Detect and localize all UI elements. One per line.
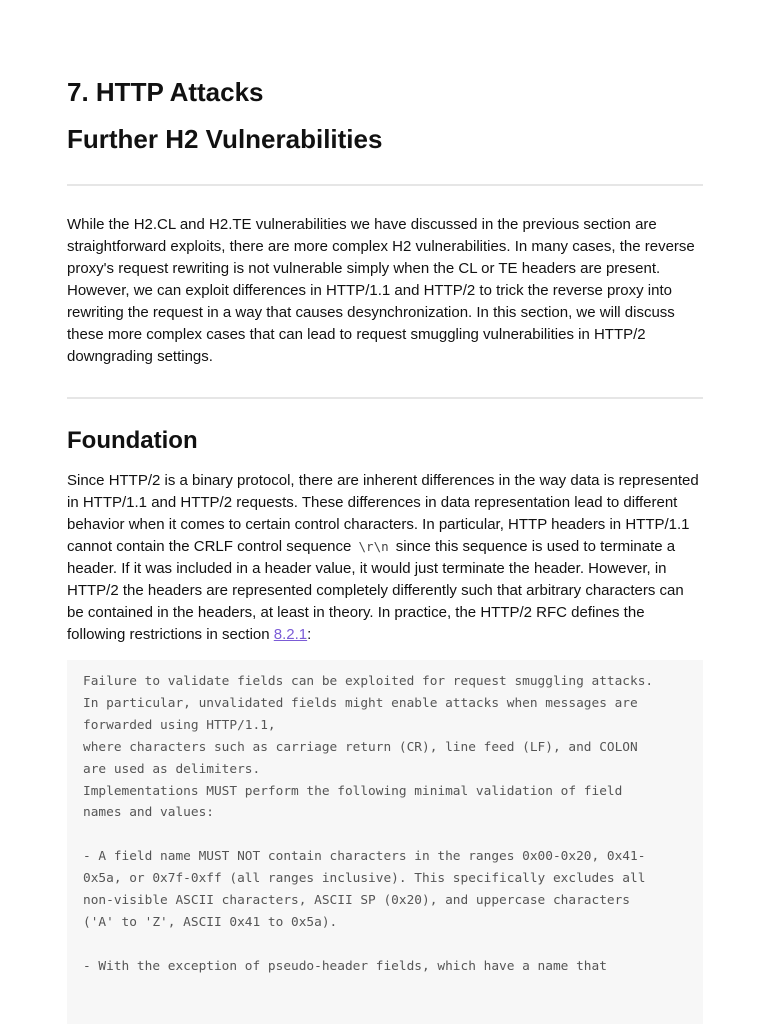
foundation-trailing-colon: : [307,626,312,643]
chapter-title: 7. HTTP Attacks [67,77,264,107]
divider [67,184,703,186]
foundation-paragraph [67,470,703,646]
intro-paragraph: While the H2.CL and H2.TE vulnerabilities we have discussed in the previous section are straightforward exploits, there are more complex H2 vulnerabilities. In many cases, the reverse proxy's request rewriting is not vulnerable simply when the CL or TE headers are present. However, we can exploit differences in HTTP/1.1 and HTTP/2 to trick the reverse proxy into rewriting the request in a way that causes desynchronization. In this section, we will discuss these more complex cases that can lead to request smuggling vulnerabilities in HTTP/2 downgrading settings. [67,216,695,365]
rfc-code-block [67,660,703,1024]
rfc-excerpt-text: Failure to validate fields can be exploited for request smuggling attacks. In particular, unvalidated fields might enable attacks when messages are forwarded using HTTP/1.1, where characters such as carriage return (CR), line feed (LF), and COLON are used as delimiters. Implementations MUST perform the following minimal validation of field names and values: - A field name MUST NOT contain characters in the ranges 0x00-0x20, 0x41- 0x5a, or 0x7f-0xff (all ranges inclusive). This specifically excludes all non-visible ASCII characters, ASCII SP (0x20), and uppercase characters ('A' to 'Z', ASCII 0x41 to 0x5a). - With the exception of pseudo-header fields, which have a name that [83,674,654,974]
divider [67,397,703,399]
section-8-2-1-link[interactable]: 8.2.1 [273,626,308,643]
section-title: Further H2 Vulnerabilities [67,124,383,154]
foundation-text-before: Since HTTP/2 is a binary protocol, there are inherent differences in the way data is represented in HTTP/1.1 and HTTP/2 requests. These differences in data representation lead to different behavior when it comes to certain control characters. In particular, HTTP headers in HTTP/1.1 cannot contain the CRLF control sequence [67,472,699,555]
crlf-inline-code: \r\n [358,539,389,554]
foundation-text-after: since this sequence is used to terminate a header. If it was included in a header value, it would just terminate the header. However, in HTTP/2 the headers are represented completely differently such that arbitrary characters can be contained in the headers, at least in theory. In practice, the HTTP/2 RFC defines the following restrictions in section [67,538,684,643]
foundation-heading: Foundation [67,427,198,454]
